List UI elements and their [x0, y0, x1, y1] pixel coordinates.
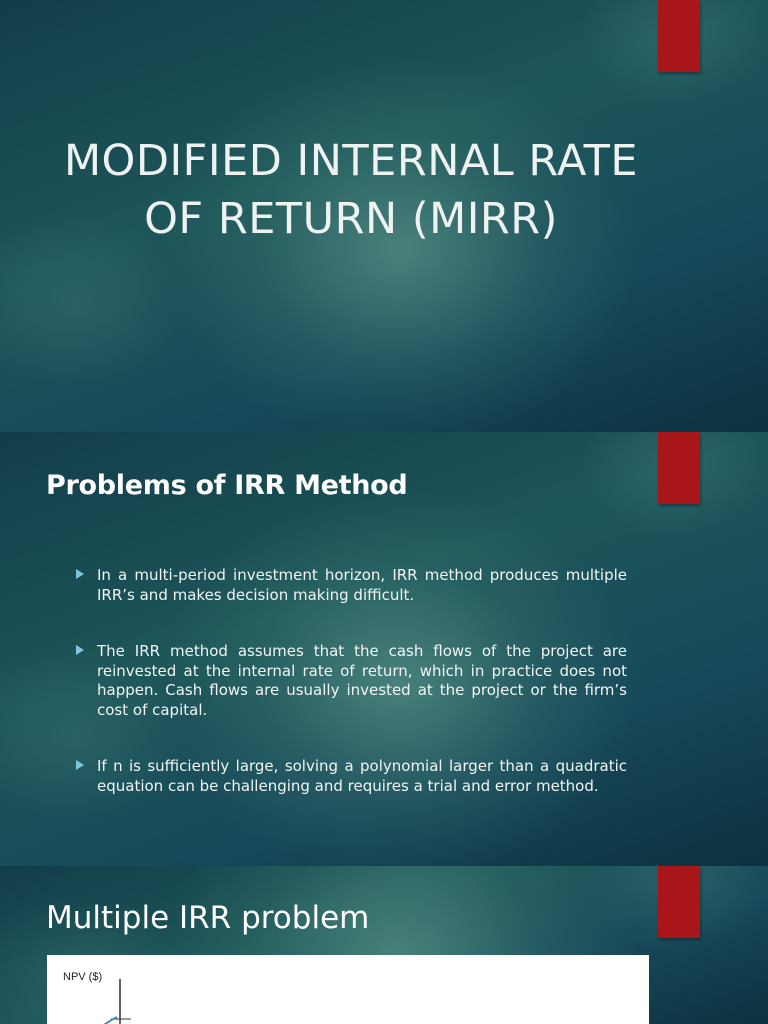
bullet-item: [76, 566, 627, 605]
accent-tab: [658, 432, 700, 504]
bullet-text: The IRR method assumes that the cash flows of the project are reinvested at the internal rate of return, which in practice does not happen. Cash flows are usually invested at the project or the firm’s cost of capital.: [97, 642, 627, 719]
triangle-bullet-icon: [76, 569, 84, 579]
title-slide: [0, 0, 768, 432]
npv-axis-graphic: [47, 955, 649, 1024]
bullet-item: [76, 757, 627, 796]
npv-figure: [47, 955, 649, 1024]
y-axis-label: NPV ($): [63, 971, 103, 983]
npv-curve: [101, 1017, 117, 1024]
problems-slide: [0, 432, 768, 866]
multiple-irr-slide: [0, 866, 768, 1024]
bullet-text: In a multi-period investment horizon, IRR method produces multiple IRR’s and makes decision making difficult.: [97, 566, 627, 604]
bullet-item: [76, 642, 627, 720]
slide-heading: Problems of IRR Method: [46, 470, 408, 501]
accent-tab: [658, 0, 700, 72]
slide-heading: Multiple IRR problem: [46, 900, 370, 936]
triangle-bullet-icon: [76, 760, 84, 770]
bullet-text: If n is sufficiently large, solving a polynomial larger than a quadratic equation can be challenging and requires a trial and error method.: [97, 757, 627, 795]
bullet-list: [76, 566, 627, 833]
accent-tab: [658, 866, 700, 938]
slide-title: MODIFIED INTERNAL RATE OF RETURN (MIRR): [63, 136, 639, 244]
triangle-bullet-icon: [76, 645, 84, 655]
